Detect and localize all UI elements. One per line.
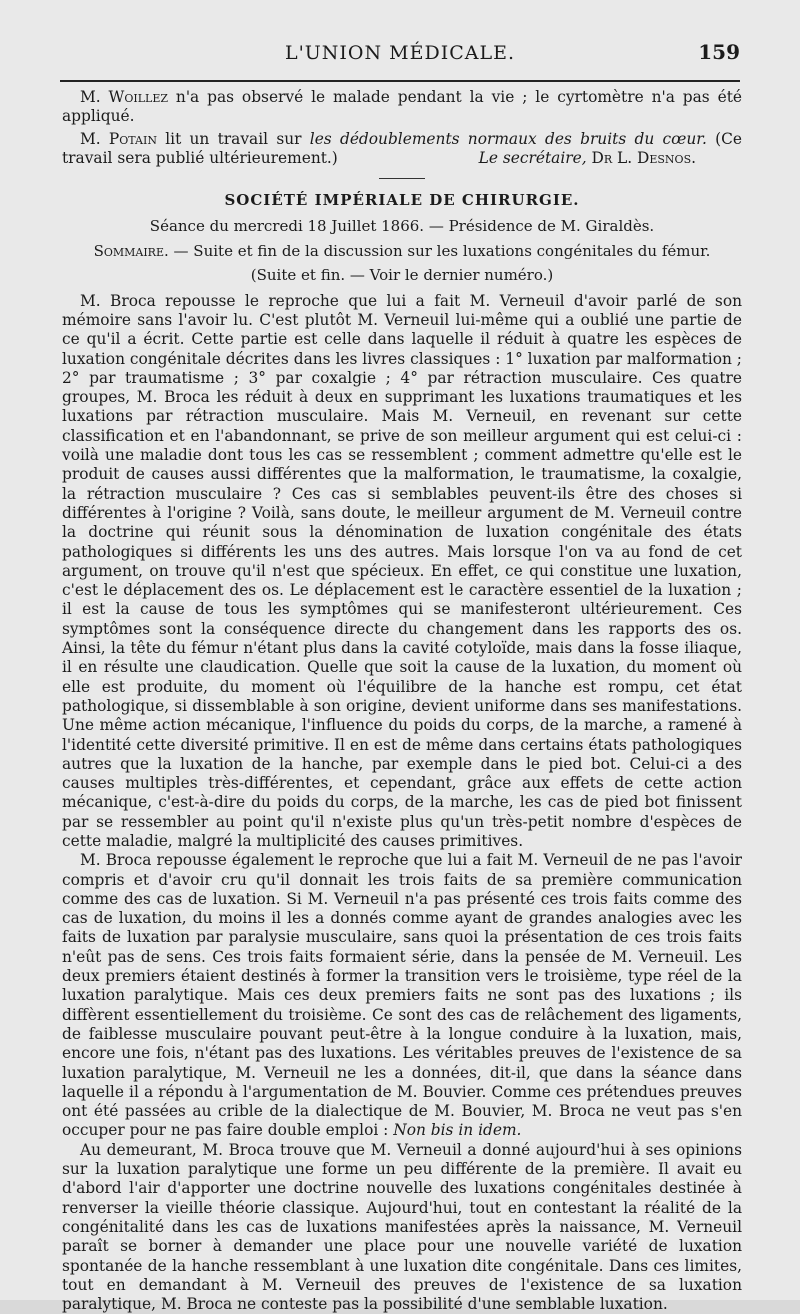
latin-phrase: Non bis in idem.: [393, 1121, 522, 1140]
speaker-name: M. Woillez: [80, 88, 169, 106]
running-title: L'UNION MÉDICALE.: [284, 42, 516, 64]
body-paragraph-1: M. Broca repousse le reproche que lui a fait M. Verneuil d'avoir parlé de son mémoire sans l'avoir lu. C'est plutôt M. Verneuil lui-même qui a oublié une partie de ce qu'il a écrit. Cette partie est celle dans laquelle il réduit à quatre les espèces de luxation congénitale décrites dans les livres classiques : 1° luxation par malformation ; 2° par traumatisme ; 3° par coxalgie ; 4° par rétraction musculaire. Ces quatre groupes, M. Broca les réduit à deux en supprimant les luxations traumatiques et les luxations par rétraction musculaire. Mais M. Verneuil, en revenant sur cette classification et en l'abandonnant, se prive de son meilleur argument qui est celui-ci : voilà une maladie dont tous les cas se ressemblent ; comment admettre qu'elle est le produit de causes aussi différentes que la malformation, le traumatisme, la coxalgie, la rétraction musculaire ? Ces cas si semblables peuvent-ils être des choses si différentes à l'origine ? Voilà, sans doute, le meilleur argument de M. Verneuil contre la doctrine qui réunit sous la dénomination de luxation congénitale des états pathologiques si différents les uns des autres. Mais lorsque l'on va au fond de cet argument, on trouve qu'il n'est que spécieux. En effet, ce qui constitue une luxation, c'est le déplacement des os. Le déplacement est le caractère essentiel de la luxation ; il est la cause de tous les symptômes qui se manifesteront ultérieurement. Ces symptômes sont la conséquence directe du changement dans les rapports des os. Ainsi, la tête du fémur n'étant plus dans la cavité cotyloïde, mais dans la fosse iliaque, il en résulte une claudication. Quelle que soit la cause de la luxation, du moment où elle est produite, du moment où l'équilibre de la hanche est rompu, cet état pathologique, si dissemblable à son origine, devient uniforme dans ses manifestations. Une même action mécanique, l'influence du poids du corps, de la marche, a ramené à l'identité cette diversité primitive. Il en est de même dans certains états pathologiques autres que la luxation de la hanche, par exemple dans le pied bot. Celui-ci a des causes multiples très-différentes, et cependant, grâce aux effets de cette action mécanique, c'est-à-dire du poids du corps, de la marche, les cas de pied bot finissent par se ressembler au point qu'il n'existe plus qu'un très-petit nombre d'espèces de cette maladie, malgré la multiplicité des causes primitives.: [62, 291, 742, 850]
signature-name: Dr L. Desnos.: [586, 149, 696, 168]
continuation-note: (Suite et fin. — Voir le dernier numéro.): [250, 266, 554, 285]
summary-text: — Suite et fin de la discussion sur les luxations congénitales du fémur.: [168, 242, 711, 261]
body-paragraph-3: Au demeurant, M. Broca trouve que M. Verneuil a donné aujourd'hui à ses opinions sur la luxation paralytique une forme un peu différente de la première. Il avait eu d'abord l'air d'apporter une doctrine nouvelle des luxations congénitales destinée à renverser la vieille théorie classique. Aujourd'hui, tout en contestant la réalité de la congénitalité dans les cas de luxations manifestées après la naissance, M. Verneuil paraît se borner à demander une place pour une nouvelle variété de luxation spontanée de la hanche ressemblant à une luxation dite congénitale. Dans ces limites, tout en demandant à M. Verneuil des preuves de l'existence de sa luxation paralytique, M. Broca ne conteste pas la possibilité d'une semblable luxation.: [62, 1140, 742, 1314]
intro-block: [62, 88, 742, 1314]
signature-role: Le secrétaire,: [478, 149, 587, 168]
paragraph-text: (Ce travail sera publié ultérieurement.): [62, 129, 743, 167]
session-line: Séance du mercredi 18 Juillet 1866. — Présidence de M. Giraldès.: [149, 216, 655, 235]
speaker-name: M. Potain: [80, 129, 157, 148]
header-rule: [60, 80, 740, 82]
paragraph-text: M. Broca repousse également le reproche que lui a fait M. Verneuil de ne pas l'avoir compris et d'avoir cru qu'il donnait les trois faits de sa première communication comme des cas de luxation. Si M. Verneuil n'a pas présenté ces trois faits comme des cas de luxation, du moins il les a donnés comme ayant de grandes analogies avec les faits de luxation par paralysie musculaire, sans quoi la présentation de ces trois faits n'eût pas de sens. Ces trois faits formaient série, dans la pensée de M. Verneuil. Les deux premiers étaient destinés à former la transition vers le troisième, type réel de la luxation paralytique. Mais ces deux premiers faits ne sont pas des luxations ; ils diffèrent essentiellement du troisième. Ce sont des cas de relâchement des ligaments, de faiblesse musculaire pouvant peut-être à la longue conduire à la luxation, mais, encore une fois, n'étant pas des luxations. Les véritables preuves de l'existence de sa luxation paralytique, M. Verneuil ne les a données, dit-il, que dans la séance dans laquelle il a répondu à l'argumentation de M. Bouvier. Comme ces prétendues preuves ont été passées au crible de la dialectique de M. Bouvier, M. Broca ne veut pas s'en occuper pour ne pas faire double emploi :: [62, 851, 742, 1140]
section-title: SOCIÉTÉ IMPÉRIALE DE CHIRURGIE.: [224, 191, 580, 210]
body-paragraph-2: [62, 851, 742, 1140]
summary-line: [62, 242, 742, 261]
intro-paragraph-woillez: [62, 88, 742, 127]
page-number: 159: [698, 40, 740, 64]
work-title: les dédoublements normaux des bruits du cœur.: [309, 129, 707, 148]
summary-label: Sommaire.: [93, 242, 169, 261]
paragraph-text: n'a pas observé le malade pendant la vie ; le cyrtomètre n'a pas été appliqué.: [62, 88, 742, 126]
page-header: [60, 36, 740, 76]
paragraph-text: lit un travail sur: [156, 129, 310, 148]
section-divider: [379, 178, 425, 179]
